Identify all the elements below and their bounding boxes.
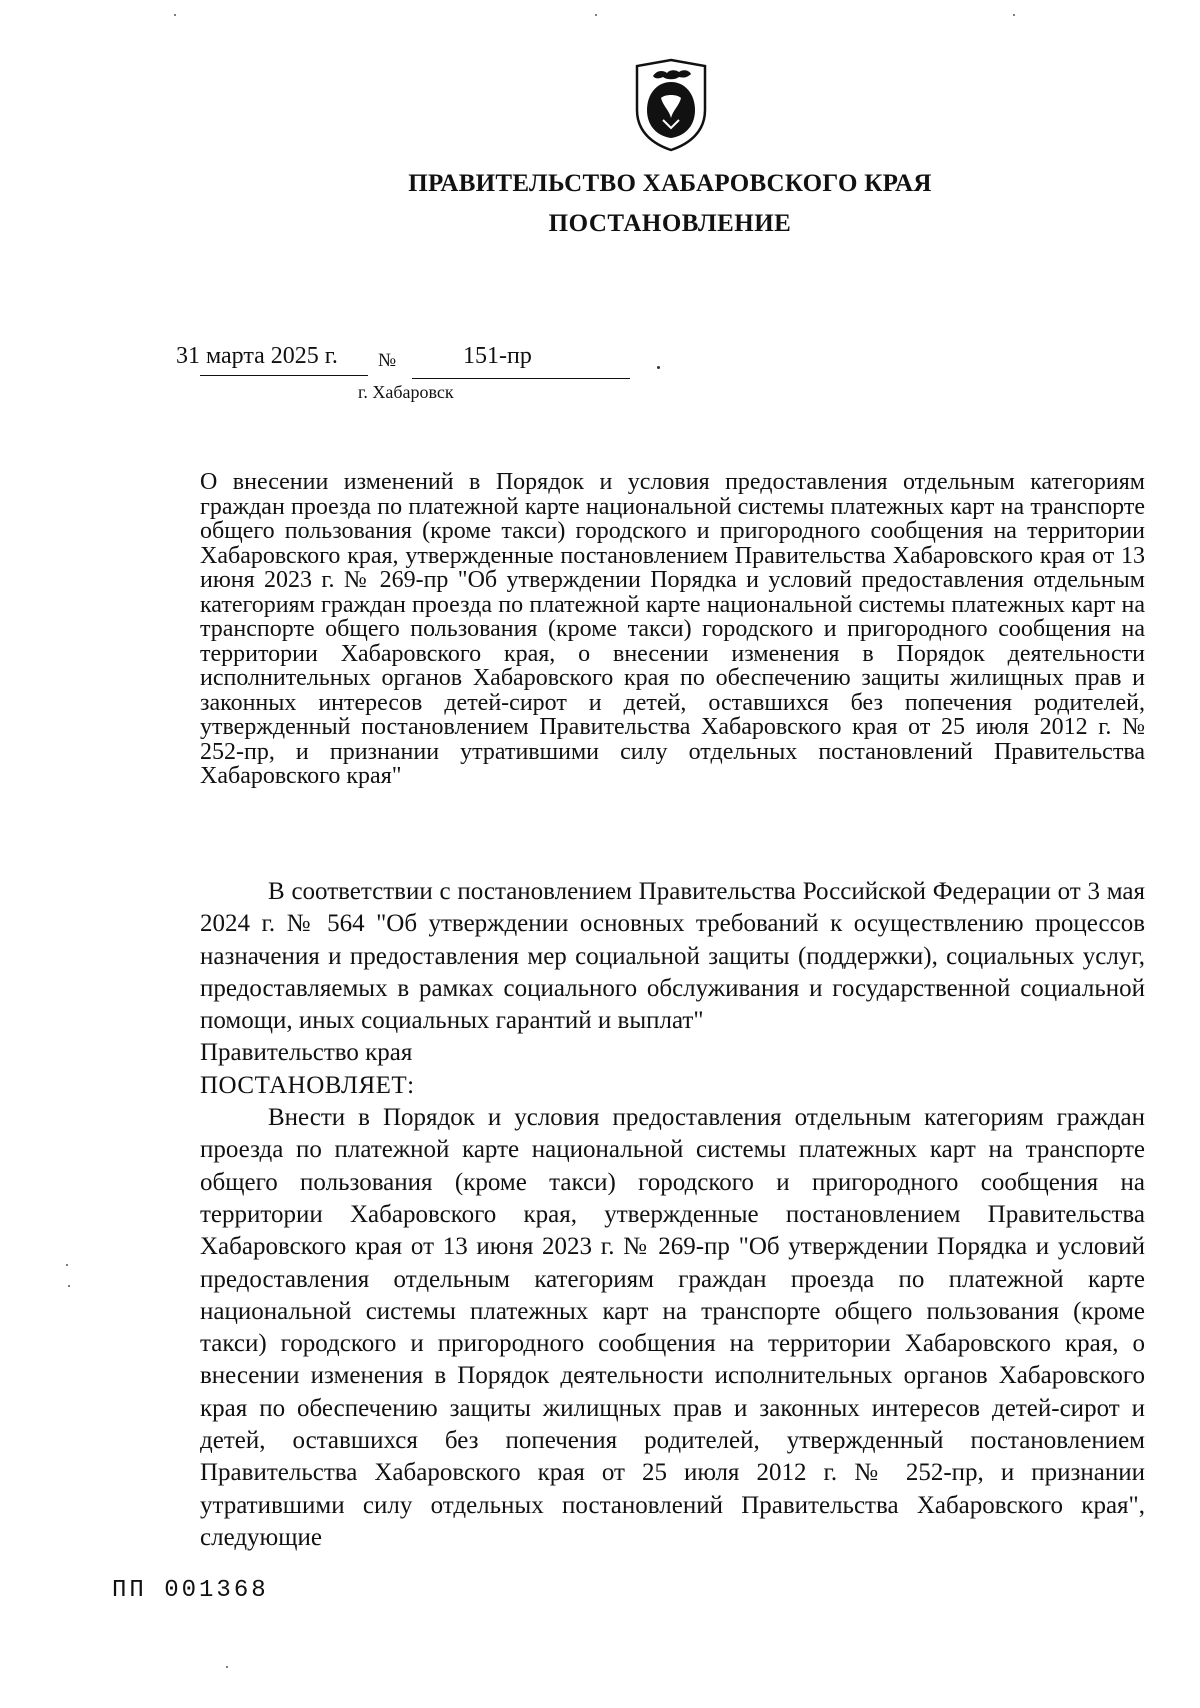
main-paragraph: Внести в Порядок и условия предоставления отдельным категориям граждан проезда по платежной карте национальной системы платежных карт на транспорте общего пользования (кроме такси) городского и пригородного сообщения на территории Хабаровского края, утвержденные постановлением Правительства Хабаровского края от 13 июня 2023 г. № 269-пр "Об утверждении Порядка и условий предоставления отдельным категориям граждан проезда по платежной карте национальной системы платежных карт на транспорте общего пользования (кроме такси) городского и пригородного сообщения на территории Хабаровского края, о внесении изменения в Порядок деятельности исполнительных органов Хабаровского края по обеспечению защиты жилищных прав и законных интересов детей-сирот и детей, оставшихся без попечения родителей, утвержденный постановлением Правительства Хабаровского края от 25 июля 2012 г. № 252-пр, и признании утратившими силу отдельных постановлений Правительства Хабаровского края", следующие [200,1104,1145,1551]
speck [66,1264,68,1266]
speck [657,366,660,369]
coat-of-arms-icon [633,58,709,152]
government-title: ПРАВИТЕЛЬСТВО ХАБАРОВСКОГО КРАЯ [408,170,932,197]
document-date: 31 марта 2025 г. [176,343,338,369]
preamble-paragraph: В соответствии с постановлением Правительства Российской Федерации от 3 мая 2024 г. № 564 "Об утверждении основных требований к осуществлению процессов назначения и предоставления мер социальной защиты (поддержки), социальных услуг, предоставляемых в рамках социального обслуживания и государственной социальной помощи, иных социальных гарантий и выплат" [200,878,1145,1035]
document-type: ПОСТАНОВЛЕНИЕ [548,210,792,237]
resolves-line: ПОСТАНОВЛЯЕТ: [200,1071,415,1099]
number-sign: № [378,350,397,371]
document-heading: О внесении изменений в Порядок и условия предоставления отдельным категориям граждан проезда по платежной карте национальной системы платежных карт на транспорте общего пользования (кроме такси) городского и пригородного сообщения на территории Хабаровского края, утвержденные постановлением Правительства Хабаровского края от 13 июня 2023 г. № 269-пр "Об утверждении Порядка и условий предоставления отдельным категориям граждан проезда по платежной карте национальной системы платежных карт на транспорте общего пользования (кроме такси) городского и пригородного сообщения на территории Хабаровского края, о внесении изменения в Порядок деятельности исполнительных органов Хабаровского края по обеспечению защиты жилищных прав и законных интересов детей-сирот и детей, оставшихся без попечения родителей, утвержденный постановлением Правительства Хабаровского края от 25 июля 2012 г. № 252-пр, и признании утратившими силу отдельных постановлений Правительства Хабаровского края" [200,469,1145,789]
speck [226,1666,228,1668]
speck [1013,14,1015,16]
speck [68,1285,70,1287]
speck [595,14,597,16]
speck [174,14,176,16]
date-underline [200,375,368,376]
document-stamp: ПП 001368 [112,1577,269,1604]
number-underline [412,378,630,379]
document-city: г. Хабаровск [358,382,454,402]
authority-line: Правительство края [200,1039,413,1067]
document-number: 151-пр [463,343,532,369]
document-body [200,876,1145,1554]
